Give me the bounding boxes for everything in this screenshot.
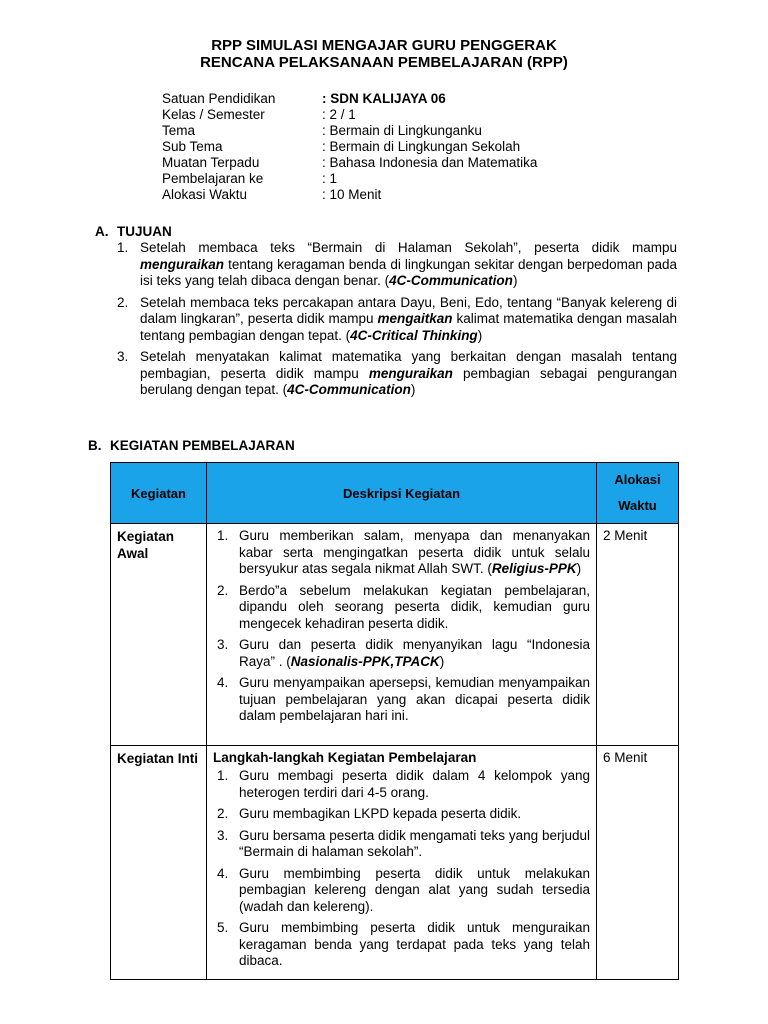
steps-title: Langkah-langkah Kegiatan Pembelajaran — [213, 750, 477, 765]
identity-label: Tema — [162, 123, 196, 138]
identity-label: Sub Tema — [162, 139, 223, 154]
section-letter: B. — [88, 438, 102, 453]
list-item — [213, 920, 590, 970]
item-text: ) — [410, 382, 416, 397]
item-text: Guru bersama peserta didik mengamati teks yang berjudul “Bermain di halaman sekolah”. — [239, 827, 590, 859]
item-number: 2. — [117, 294, 129, 310]
activity-name: Kegiatan Inti — [117, 751, 199, 766]
section-letter: A. — [95, 224, 109, 239]
item-text: ) — [439, 653, 445, 669]
activity-table — [110, 462, 679, 980]
item-number: 4. — [217, 675, 229, 690]
item-tag: Nasionalis-PPK,TPACK — [290, 653, 440, 669]
activity-time-cell — [597, 524, 679, 746]
identity-value: : Bahasa Indonesia dan Matematika — [322, 155, 538, 170]
objective-item — [117, 295, 677, 345]
item-text: Guru membimbing peserta didik untuk melakukan pembagian kelereng dengan alat yang sudah tersedia (wadah dan kelereng). — [239, 865, 590, 914]
section-title: TUJUAN — [117, 224, 172, 239]
item-text: Guru dan peserta didik menyanyikan lagu “Indonesia Raya” . ( — [239, 637, 590, 669]
activity-time: 2 Menit — [603, 528, 648, 543]
item-number: 1. — [217, 528, 229, 543]
identity-value: : 1 — [322, 171, 338, 186]
item-number: 5. — [217, 920, 229, 935]
list-item — [213, 828, 590, 861]
identity-label: Pembelajaran ke — [162, 171, 264, 186]
activity-steps — [213, 528, 590, 725]
item-number: 3. — [217, 827, 229, 843]
activity-time-cell — [597, 746, 679, 980]
identity-value: : 10 Menit — [322, 187, 382, 202]
section-heading-tujuan — [95, 224, 172, 239]
item-number: 4. — [217, 865, 229, 881]
identity-value: : SDN KALIJAYA 06 — [322, 91, 446, 106]
item-text: Setelah menyatakan kalimat matematika yang berkaitan dengan masalah tentang pembagian, peserta didik mampu — [140, 349, 677, 381]
identity-value: : 2 / 1 — [322, 107, 356, 122]
list-item — [213, 583, 590, 633]
item-emphasis: menguraikan — [368, 365, 453, 381]
identity-label: Muatan Terpadu — [162, 155, 260, 170]
item-number: 1. — [117, 240, 129, 255]
item-tag: Religius-PPK — [491, 561, 577, 576]
document-title: RPP SIMULASI MENGAJAR GURU PENGGERAK — [211, 37, 557, 54]
objective-item — [117, 240, 677, 290]
document-subtitle: RENCANA PELAKSANAAN PEMBELAJARAN (RPP) — [200, 54, 568, 71]
item-tag: 4C-Communication — [389, 273, 513, 288]
item-text: ) — [477, 327, 483, 343]
identity-value: : Bermain di Lingkunganku — [322, 123, 482, 138]
item-text: Guru membagikan LKPD kepada peserta didik. — [239, 806, 522, 821]
activity-time: 6 Menit — [603, 750, 648, 765]
item-text: Setelah membaca teks “Bermain di Halaman Sekolah”, peserta didik mampu — [140, 240, 677, 255]
item-text: Guru memberikan salam, menyapa dan menanyakan kabar serta mengingatkan peserta didik untuk selalu bersyukur atas segala nikmat Allah SWT. ( — [239, 528, 590, 576]
item-emphasis: mengaitkan — [377, 311, 453, 326]
column-header: Deskripsi Kegiatan — [207, 463, 597, 524]
section-title: KEGIATAN PEMBELAJARAN — [110, 438, 295, 453]
item-number: 3. — [217, 637, 229, 652]
list-item — [213, 866, 590, 916]
item-tag: 4C-Communication — [287, 382, 411, 397]
identity-label: Kelas / Semester — [162, 107, 265, 122]
item-tag: 4C-Critical Thinking — [350, 327, 478, 343]
item-number: 2. — [217, 806, 229, 821]
objective-item — [117, 349, 677, 399]
table-header-row — [111, 463, 679, 524]
item-text: Berdo”a sebelum melakukan kegiatan pembelajaran, dipandu oleh seorang peserta didik, kemudian guru mengecek kehadiran peserta didik. — [239, 582, 590, 631]
item-text: Guru membagi peserta didik dalam 4 kelompok yang heterogen terdiri dari 4-5 orang. — [239, 768, 590, 800]
activity-steps — [213, 768, 590, 970]
identity-label: Alokasi Waktu — [162, 187, 248, 202]
section-heading-kegiatan — [88, 438, 295, 453]
list-item — [213, 768, 590, 801]
column-header: Kegiatan — [111, 463, 207, 524]
list-item — [213, 675, 590, 725]
item-text: Setelah membaca teks percakapan antara Dayu, Beni, Edo, tentang “Banyak kelereng di dalam lingkaran”, peserta didik mampu — [140, 294, 677, 326]
item-text: tentang keragaman benda di lingkungan sekitar dengan berpedoman pada isi teks yang telah dibaca dengan benar. ( — [140, 256, 677, 288]
item-number: 1. — [217, 768, 229, 783]
item-number: 2. — [217, 582, 229, 598]
objective-list — [117, 240, 677, 404]
activity-name-cell — [111, 524, 207, 746]
item-text: pembagian sebagai pengurangan berulang dengan tepat. ( — [140, 365, 677, 397]
item-text: Guru menyampaikan apersepsi, kemudian menyampaikan tujuan pembelajaran yang akan dicapai peserta didik dalam pembelajaran hari ini. — [239, 675, 590, 723]
list-item — [213, 806, 590, 823]
table-row — [111, 524, 679, 746]
item-text: ) — [512, 273, 518, 288]
activity-name: Kegiatan Awal — [117, 529, 175, 561]
item-text: ) — [576, 561, 582, 576]
identity-value: : Bermain di Lingkungan Sekolah — [322, 139, 521, 154]
list-item — [213, 528, 590, 578]
identity-label: Satuan Pendidikan — [162, 91, 276, 106]
item-text: kalimat matematika dengan masalah tentang pembagian dengan tepat. ( — [140, 311, 677, 343]
activity-description-cell — [207, 746, 597, 980]
table-row — [111, 746, 679, 980]
item-emphasis: menguraikan — [140, 256, 225, 272]
activity-name-cell — [111, 746, 207, 980]
activity-description-cell — [207, 524, 597, 746]
column-header: Alokasi Waktu — [597, 463, 679, 524]
list-item — [213, 637, 590, 670]
item-number: 3. — [117, 349, 129, 364]
item-text: Guru membimbing peserta didik untuk menguraikan keragaman benda yang terdapat pada teks yang telah dibaca. — [239, 920, 590, 968]
